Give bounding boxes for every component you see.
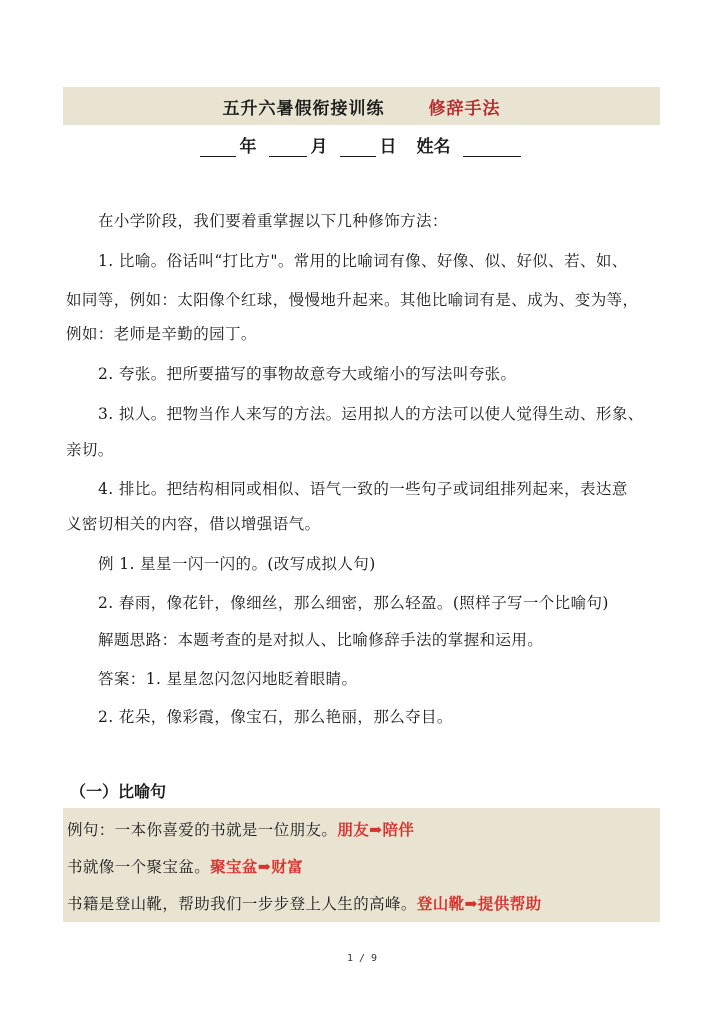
name-blank[interactable]	[463, 138, 521, 157]
example-sentence: 例句：一本你喜爱的书就是一位朋友。	[67, 821, 338, 839]
example-sentence: 书就像一个聚宝盆。	[67, 858, 211, 876]
day-label: 日	[379, 137, 397, 157]
item-parallelism-line1: 4. 排比。把结构相同或相似、语气一致的一些句子或词组排列起来，表达意	[98, 480, 628, 498]
answer-2: 2. 花朵，像彩霞，像宝石，那么艳丽，那么夺目。	[98, 708, 453, 726]
solution-approach: 解题思路：本题考查的是对拟人、比喻修辞手法的掌握和运用。	[98, 631, 544, 649]
metaphor-mapping: 聚宝盆➡财富	[210, 857, 303, 876]
item-personification-line2: 亲切。	[66, 441, 114, 459]
example-line	[67, 818, 414, 840]
answer-1: 答案：1. 星星忽闪忽闪地眨着眼睛。	[98, 670, 358, 688]
example-2: 2. 春雨，像花针，像细丝，那么细密，那么轻盈。(照样子写一个比喻句)	[98, 594, 609, 612]
document-title: 五升六暑假衔接训练	[222, 98, 385, 119]
example-line	[67, 855, 303, 877]
item-parallelism-line2: 义密切相关的内容，借以增强语气。	[66, 515, 321, 533]
item-simile-line2: 如同等，例如：太阳像个红球，慢慢地升起来。其他比喻词有是、成为、变为等，	[66, 291, 639, 309]
year-label: 年	[239, 137, 257, 157]
example-line	[67, 892, 542, 914]
item-hyperbole-line1: 2. 夸张。把所要描写的事物故意夸大或缩小的写法叫夸张。	[98, 365, 517, 383]
metaphor-mapping: 朋友➡陪伴	[337, 820, 415, 839]
month-label: 月	[310, 137, 328, 157]
page-number: 1 / 9	[346, 953, 378, 964]
intro-text: 在小学阶段，我们要着重掌握以下几种修饰方法：	[98, 212, 448, 230]
date-name-row	[0, 132, 724, 157]
day-blank[interactable]	[340, 138, 376, 157]
document-subtitle: 修辞手法	[428, 98, 501, 119]
example-sentence: 书籍是登山靴，帮助我们一步步登上人生的高峰。	[67, 895, 417, 913]
item-simile-line1: 1. 比喻。俗话叫“打比方"。常用的比喻词有像、好像、似、好似、若、如、	[98, 252, 628, 270]
item-simile-line3: 例如：老师是辛勤的园丁。	[66, 325, 257, 343]
month-blank[interactable]	[269, 138, 307, 157]
item-personification-line1: 3. 拟人。把物当作人来写的方法。运用拟人的方法可以使人觉得生动、形象、	[98, 405, 644, 423]
year-blank[interactable]	[200, 138, 236, 157]
section-title-simile: （一）比喻句	[70, 782, 167, 801]
title-band	[63, 87, 660, 125]
example-1: 例 1. 星星一闪一闪的。(改写成拟人句)	[98, 555, 376, 573]
simile-example-box	[63, 808, 660, 922]
metaphor-mapping: 登山靴➡提供帮助	[416, 894, 542, 913]
name-label: 姓名	[416, 137, 451, 157]
